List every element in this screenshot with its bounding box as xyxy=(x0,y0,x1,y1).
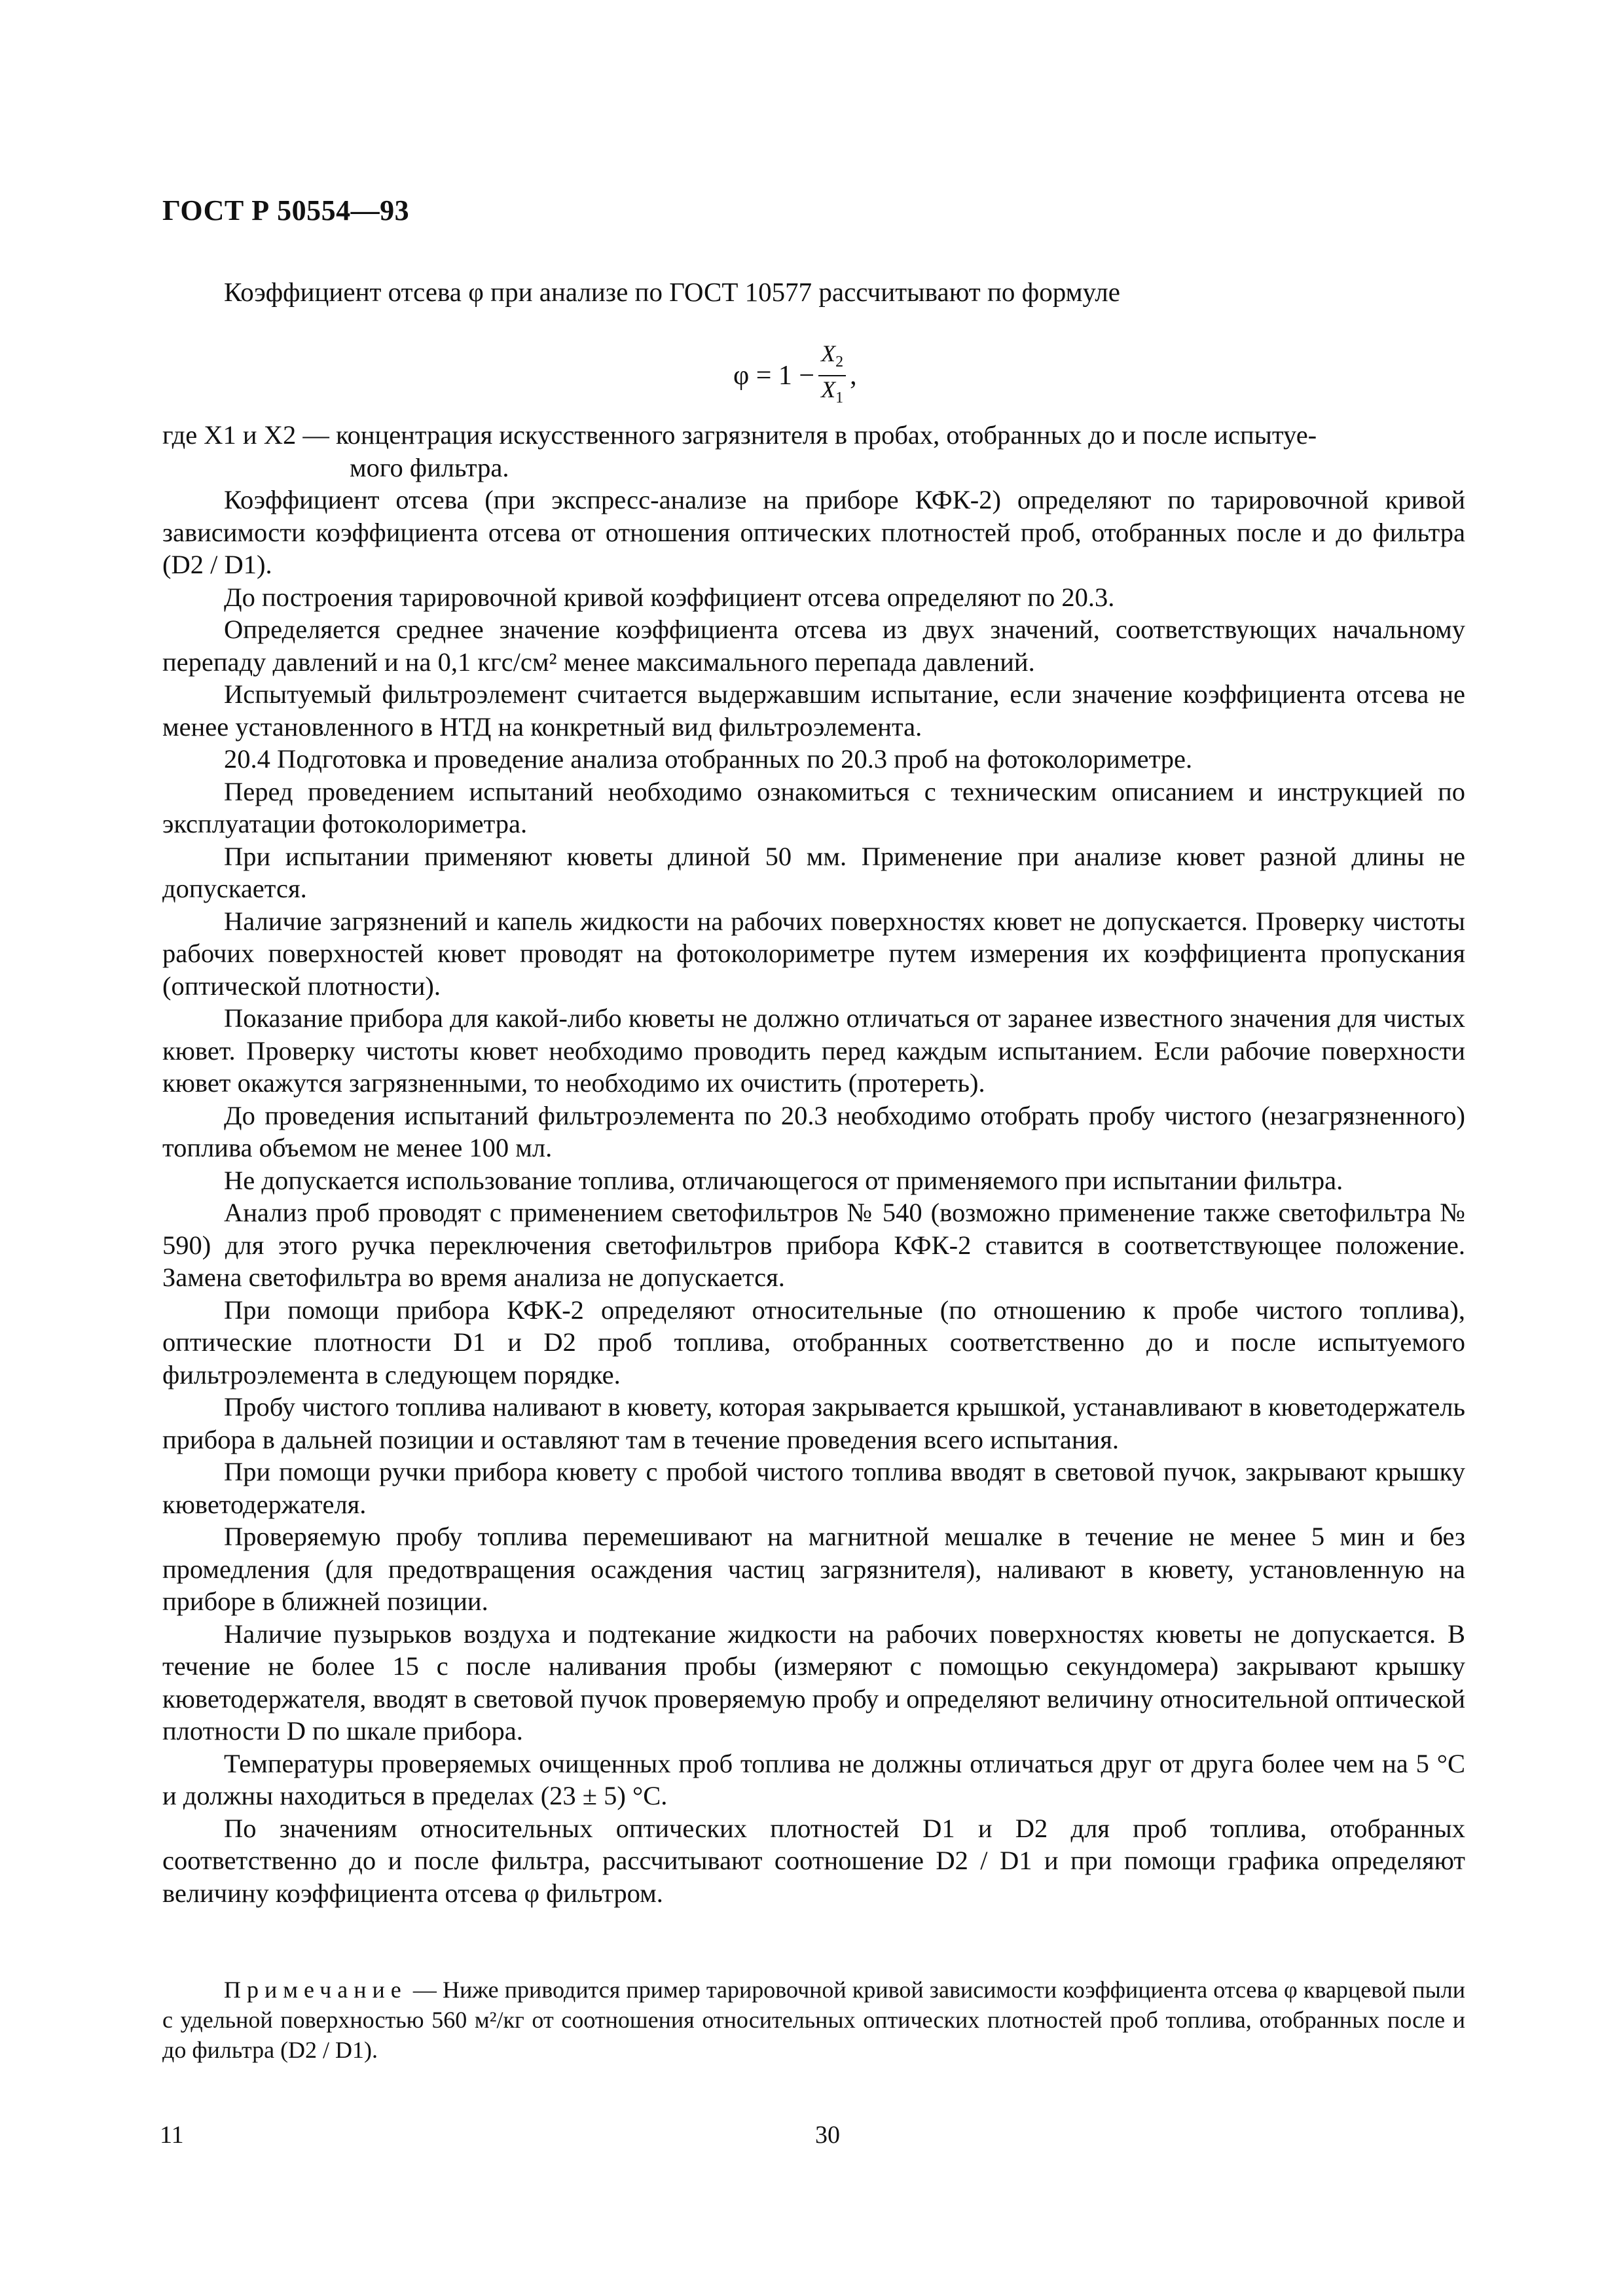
intro-sentence: Коэффициент отсева φ при анализе по ГОСТ 10577 рассчитывают по формуле xyxy=(224,277,1120,307)
paragraph: Показание прибора для какой-либо кюветы не должно отличаться от заранее известного значения для чистых кювет. Проверку чистоты кювет необходимо проводить перед каждым испытанием. Если рабочие поверхности кювет окажутся загрязненными, то необходимо их очистить (протереть). xyxy=(162,1003,1465,1098)
document-header: ГОСТ Р 50554—93 xyxy=(162,194,410,226)
formula-denominator: $X_1$ xyxy=(821,376,844,407)
paragraph: Испытуемый фильтроэлемент считается выдержавшим испытание, если значение коэффициента отсева не менее установленного в НТД на конкретный вид фильтроэлемента. xyxy=(162,679,1465,742)
paragraph: 20.4 Подготовка и проведение анализа отобранных по 20.3 проб на фотоколориметре. xyxy=(224,744,1193,774)
note xyxy=(162,1975,1465,2065)
body-text xyxy=(162,419,1465,1909)
footer-left-number: 11 xyxy=(160,2121,184,2149)
formula-numerator: $X_2$ xyxy=(818,340,846,376)
formula-fraction xyxy=(818,340,846,411)
paragraph: При помощи ручки прибора кювету с пробой чистого топлива вводят в световой пучок, закрывают крышку кюветодержателя. xyxy=(162,1457,1465,1519)
paragraph: Пробу чистого топлива наливают в кювету, которая закрывается крышкой, устанавливают в кюветодержатель прибора в дальней позиции и оставляют там в течение проведения всего испытания. xyxy=(162,1392,1465,1454)
paragraph: При помощи прибора КФК-2 определяют относительные (по отношению к пробе чистого топлива), оптические плотности D1 и D2 проб топлива, отобранных соответственно до и после испытуемого фильтроэлемента в следующем порядке. xyxy=(162,1295,1465,1390)
note-label: Примечание xyxy=(224,1977,407,2003)
paragraph: Наличие загрязнений и капель жидкости на рабочих поверхностях кювет не допускается. Проверку чистоты рабочих поверхностей кювет проводят на фотоколориметре путем измерения их коэффициента пропускания (оптической плотности). xyxy=(162,906,1465,1001)
note-text: — Ниже приводится пример тарировочной кривой зависимости коэффициента отсева φ кварцевой пыли с удельной поверхностью 560 м²/кг от соотношения относительных оптических плотностей проб топлива, отобранных после и до фильтра (D2 / D1). xyxy=(162,1977,1465,2063)
where-clause-continuation: мого фильтра. xyxy=(350,452,509,482)
paragraph: Определяется среднее значение коэффициента отсева из двух значений, соответствующих начальному перепаду давлений и на 0,1 кгс/см² менее максимального перепада давлений. xyxy=(162,615,1465,677)
paragraph: Перед проведением испытаний необходимо ознакомиться с техническим описанием и инструкцией по эксплуатации фотоколориметра. xyxy=(162,776,1465,838)
paragraph: Не допускается использование топлива, отличающегося от применяемого при испытании фильтра. xyxy=(224,1165,1343,1195)
paragraph: По значениям относительных оптических плотностей D1 и D2 для проб топлива, отобранных соответственно до и после фильтра, рассчитывают соотношение D2 / D1 и при помощи графика определяют величину коэффициента отсева φ фильтром. xyxy=(162,1813,1465,1908)
formula-lhs: φ = 1 − xyxy=(733,361,815,391)
page-number: 30 xyxy=(815,2121,840,2149)
paragraph: Проверяемую пробу топлива перемешивают на магнитной мешалке в течение не менее 5 мин и без промедления (для предотвращения осаждения частиц загрязнителя), наливают в кювету, установленную на приборе в ближней позиции. xyxy=(162,1522,1465,1616)
formula-tail: , xyxy=(850,361,857,391)
paragraph: Коэффициент отсева (при экспресс-анализе на приборе КФК-2) определяют по тарировочной кривой зависимости коэффициента отсева от отношения оптических плотностей проб, отобранных после и до фильтра (D2 / D1). xyxy=(162,485,1465,579)
where-clause: где X1 и X2 — концентрация искусственного загрязнителя в пробах, отобранных до и после испытуе- xyxy=(162,420,1317,450)
sieving-coefficient-formula xyxy=(733,340,857,411)
paragraph: Наличие пузырьков воздуха и подтекание жидкости на рабочих поверхностях кюветы не допускается. В течение не более 15 с после наливания пробы (измеряют с помощью секундомера) закрывают крышку кюветодержателя, вводят в световой пучок проверяемую пробу и определяют величину относительной оптической плотности D по шкале прибора. xyxy=(162,1619,1465,1746)
paragraph: Температуры проверяемых очищенных проб топлива не должны отличаться друг от друга более чем на 5 °С и должны находиться в пределах (23 ± 5) °С. xyxy=(162,1748,1465,1810)
paragraph: Анализ проб проводят с применением светофильтров № 540 (возможно применение также светофильтра № 590) для этого ручка переключения светофильтров прибора КФК-2 ставится в соответствующее положение. Замена светофильтра во время анализа не допускается. xyxy=(162,1198,1465,1292)
paragraph: До построения тарировочной кривой коэффициент отсева определяют по 20.3. xyxy=(224,582,1115,612)
paragraph: До проведения испытаний фильтроэлемента по 20.3 необходимо отобрать пробу чистого (незагрязненного) топлива объемом не менее 100 мл. xyxy=(162,1100,1465,1162)
paragraph: При испытании применяют кюветы длиной 50 мм. Применение при анализе кювет разной длины не допускается. xyxy=(162,841,1465,903)
